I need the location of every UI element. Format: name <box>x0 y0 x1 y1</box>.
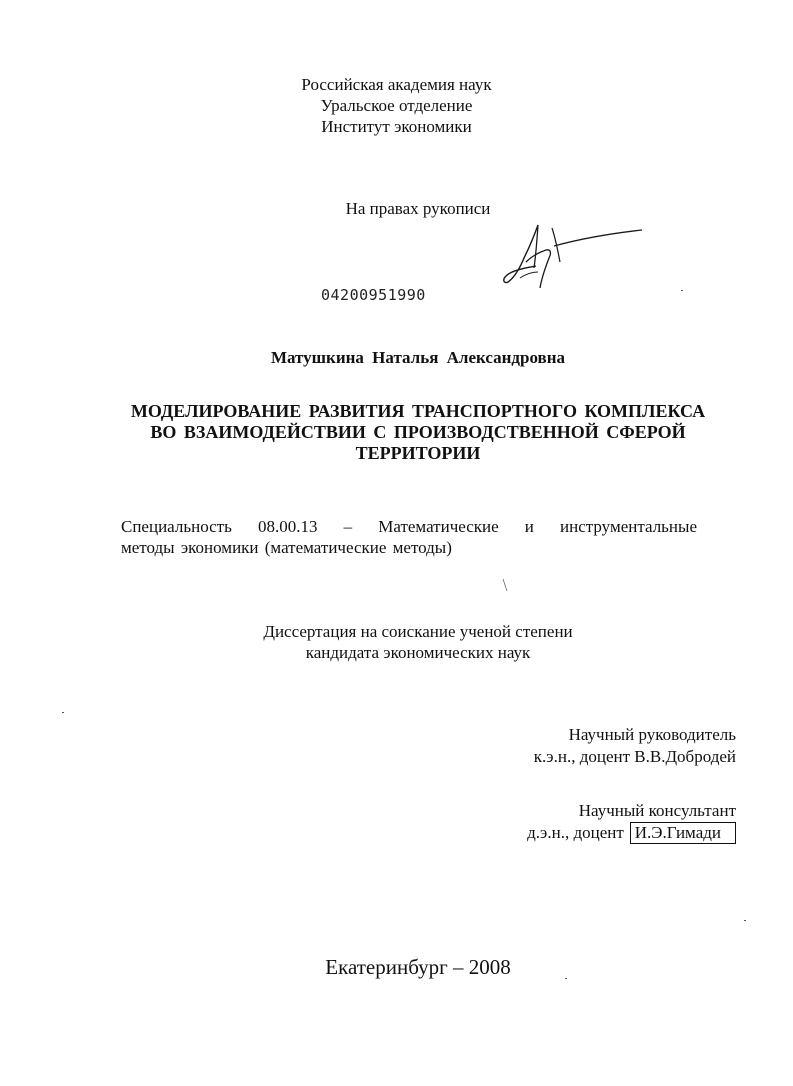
consultant-name: И.Э.Гимади <box>630 822 736 844</box>
specialty-dash: – <box>343 517 353 536</box>
scan-speck <box>565 978 567 979</box>
scan-speck <box>744 920 746 921</box>
supervisor-role: Научный руководитель <box>568 725 736 744</box>
consultant-degree: д.э.н., доцент <box>527 823 624 842</box>
supervisor-block <box>534 724 736 768</box>
document-code: 04200951990 <box>321 286 426 304</box>
signature-icon <box>496 222 646 292</box>
specialty-code: 08.00.13 <box>257 517 318 536</box>
dissertation-line-2: кандидата экономических наук <box>305 643 531 662</box>
dissertation-statement <box>0 621 793 663</box>
rights-note: На правах рукописи <box>345 199 491 218</box>
scan-speck <box>62 712 64 713</box>
title-line-3: ТЕРРИТОРИИ <box>355 443 481 463</box>
specialty-word-2: и <box>524 517 534 536</box>
specialty-word-1: Математические <box>378 517 499 536</box>
title-line-1: МОДЕЛИРОВАНИЕ РАЗВИТИЯ ТРАНСПОРТНОГО КОМПЛЕКСА <box>130 401 706 421</box>
scan-mark <box>502 578 508 592</box>
specialty-line-1 <box>121 516 697 537</box>
specialty-line-2: методы экономики (математические методы) <box>121 538 452 557</box>
supervisor-name: к.э.н., доцент В.В.Добродей <box>533 747 736 766</box>
specialty-label: Специальность <box>121 517 232 536</box>
dissertation-line-1: Диссертация на соискание ученой степени <box>263 622 573 641</box>
author-name: Матушкина Наталья Александровна <box>270 348 566 367</box>
dissertation-title <box>0 401 793 464</box>
consultant-block <box>527 800 736 844</box>
specialty-word-3: инструментальные <box>560 517 697 536</box>
branch-name: Уральское отделение <box>320 96 473 115</box>
academy-name: Российская академия наук <box>301 75 492 94</box>
city-year: Екатеринбург – 2008 <box>325 955 511 979</box>
organization-header <box>0 74 793 137</box>
institute-name: Институт экономики <box>321 117 472 136</box>
title-line-2: ВО ВЗАИМОДЕЙСТВИИ С ПРОИЗВОДСТВЕННОЙ СФЕРОЙ <box>150 422 686 442</box>
consultant-role: Научный консультант <box>578 801 736 820</box>
consultant-line <box>527 822 736 844</box>
specialty <box>121 516 697 558</box>
scan-speck <box>681 290 683 291</box>
